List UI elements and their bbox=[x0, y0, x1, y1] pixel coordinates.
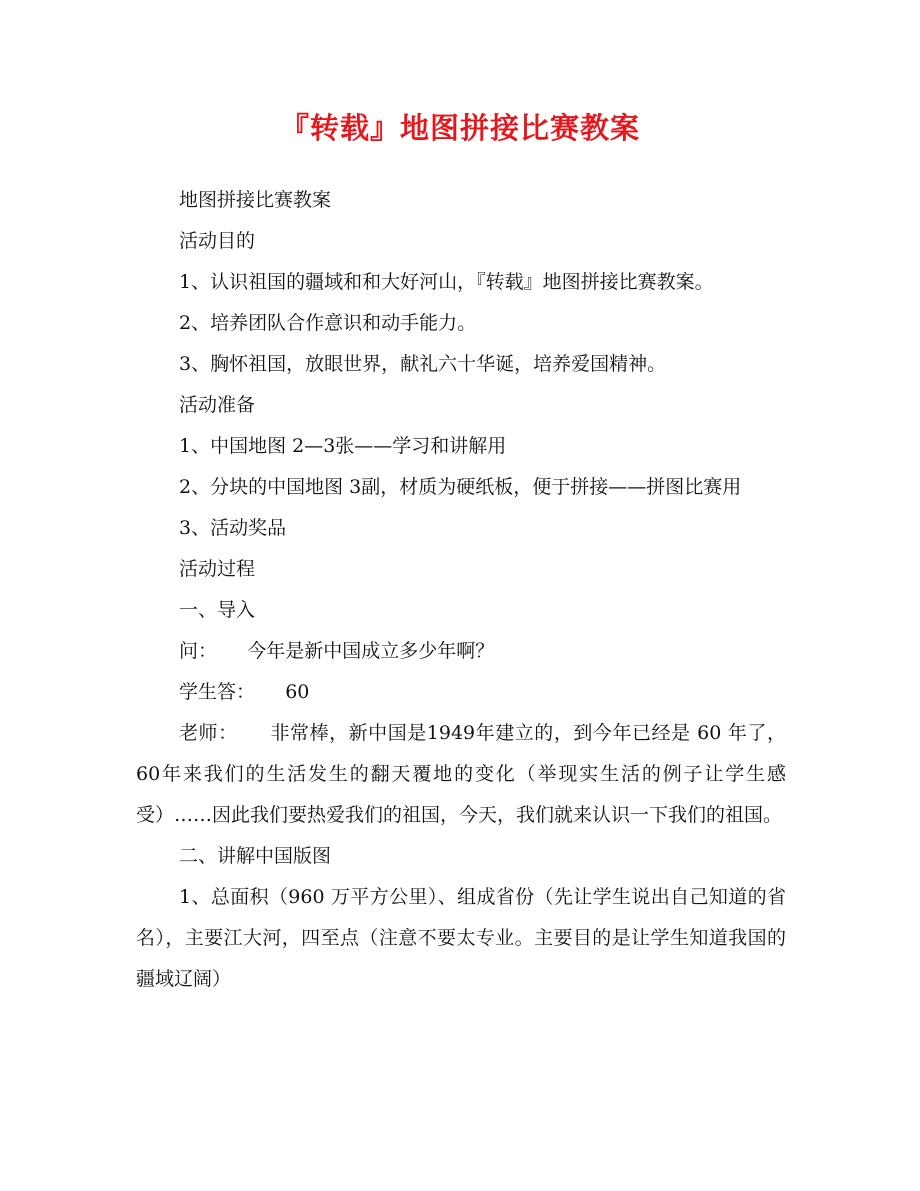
paragraph: 2、培养团队合作意识和动手能力。 bbox=[179, 312, 477, 334]
paragraph: 1、总面积（960 万平方公里）、组成省份（先让学生说出自己知道的省名），主要江大河，四至点（注意不要太专业。主要目的是让学生知道我国的疆域辽阔） bbox=[136, 886, 786, 990]
paragraph: 地图拼接比赛教案 bbox=[179, 189, 332, 211]
paragraph: 3、活动奖品 bbox=[179, 517, 287, 539]
document-body bbox=[136, 180, 786, 1000]
paragraph: 活动准备 bbox=[179, 394, 256, 416]
paragraph: 活动过程 bbox=[179, 558, 256, 580]
paragraph: 一、导入 bbox=[179, 599, 256, 621]
paragraph: 老师： 非常棒，新中国是1949年建立的，到今年已经是 60 年了，60年来我们的生活发生的翻天覆地的变化（举现实生活的例子让学生感受）……因此我们要热爱我们的祖国，今天，我们就来认识一下我们的祖国。 bbox=[136, 722, 786, 826]
paragraph: 1、认识祖国的疆域和和大好河山，『转载』地图拼接比赛教案。 bbox=[179, 271, 714, 293]
document-title: 『转载』地图拼接比赛教案 bbox=[279, 111, 640, 145]
paragraph: 问： 今年是新中国成立多少年啊？ bbox=[179, 640, 495, 662]
paragraph: 活动目的 bbox=[179, 230, 256, 252]
paragraph: 学生答： 60 bbox=[179, 681, 310, 703]
paragraph: 1、中国地图 2—3张——学习和讲解用 bbox=[179, 435, 507, 457]
paragraph: 3、胸怀祖国，放眼世界，献礼六十华诞，培养爱国精神。 bbox=[179, 353, 667, 375]
paragraph: 二、讲解中国版图 bbox=[179, 845, 332, 867]
paragraph: 2、分块的中国地图 3副，材质为硬纸板，便于拼接——拼图比赛用 bbox=[179, 476, 742, 498]
